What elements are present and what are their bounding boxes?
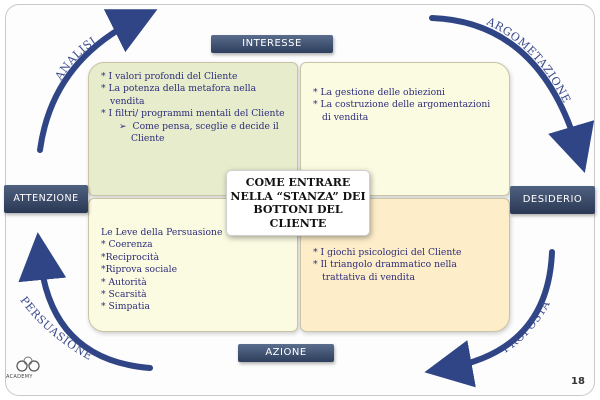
label-interesse: INTERESSE: [211, 35, 333, 53]
bl-item-6: * Simpatia: [101, 301, 150, 313]
tl-item-3: * I filtri/ programmi mentali del Cliente: [101, 108, 285, 120]
center-title: [229, 176, 367, 230]
subitem-arrow-icon: ➢: [119, 120, 133, 132]
tl-item-1: * I valori profondi del Cliente: [101, 71, 238, 82]
center-line-4: CLIENTE: [269, 216, 327, 230]
bl-item-2: *Reciprocità: [101, 251, 160, 263]
tr-item-1: * La gestione delle obiezioni: [313, 87, 445, 98]
label-desiderio: DESIDERIO: [510, 186, 595, 214]
label-azione: AZIONE: [238, 344, 334, 362]
proposta-label: PROPOSTA: [499, 297, 553, 356]
logo-text: ACADEMY: [6, 374, 33, 380]
persuasione-label: PERSUASIONE: [17, 294, 95, 364]
bl-item-1: * Coerenza: [101, 239, 153, 251]
br-item-2: * Il triangolo drammatico nella trattativa di vendita: [313, 259, 457, 283]
analisi-label: ANALISI: [52, 34, 99, 83]
tr-item-2: * La costruzione delle argomentazioni di vendita: [313, 99, 491, 123]
tl-item-2: * La potenza della metafora nella vendita: [101, 83, 257, 107]
bl-item-4: * Autorità: [101, 276, 147, 288]
bl-item-3: *Riprova sociale: [101, 264, 178, 276]
bl-heading: Le Leve della Persuasione: [101, 227, 223, 238]
center-line-3: BOTTONI DEL: [253, 203, 343, 216]
br-item-1: * I giochi psicologici del Cliente: [313, 247, 462, 258]
center-title-box: [226, 170, 370, 236]
argometazione-label: ARGOMETAZIONE: [484, 14, 574, 106]
tl-subitem: ➢ Come pensa, sceglie e decide il Cliente: [119, 120, 279, 145]
center-line-2: NELLA “STANZA” DEI: [230, 189, 366, 203]
label-attenzione: ATTENZIONE: [4, 185, 88, 213]
bl-item-5: * Scarsità: [101, 289, 147, 301]
academy-logo-icon: [12, 356, 46, 390]
page-number: 18: [571, 376, 585, 387]
center-line-1: COME ENTRARE: [245, 176, 351, 189]
